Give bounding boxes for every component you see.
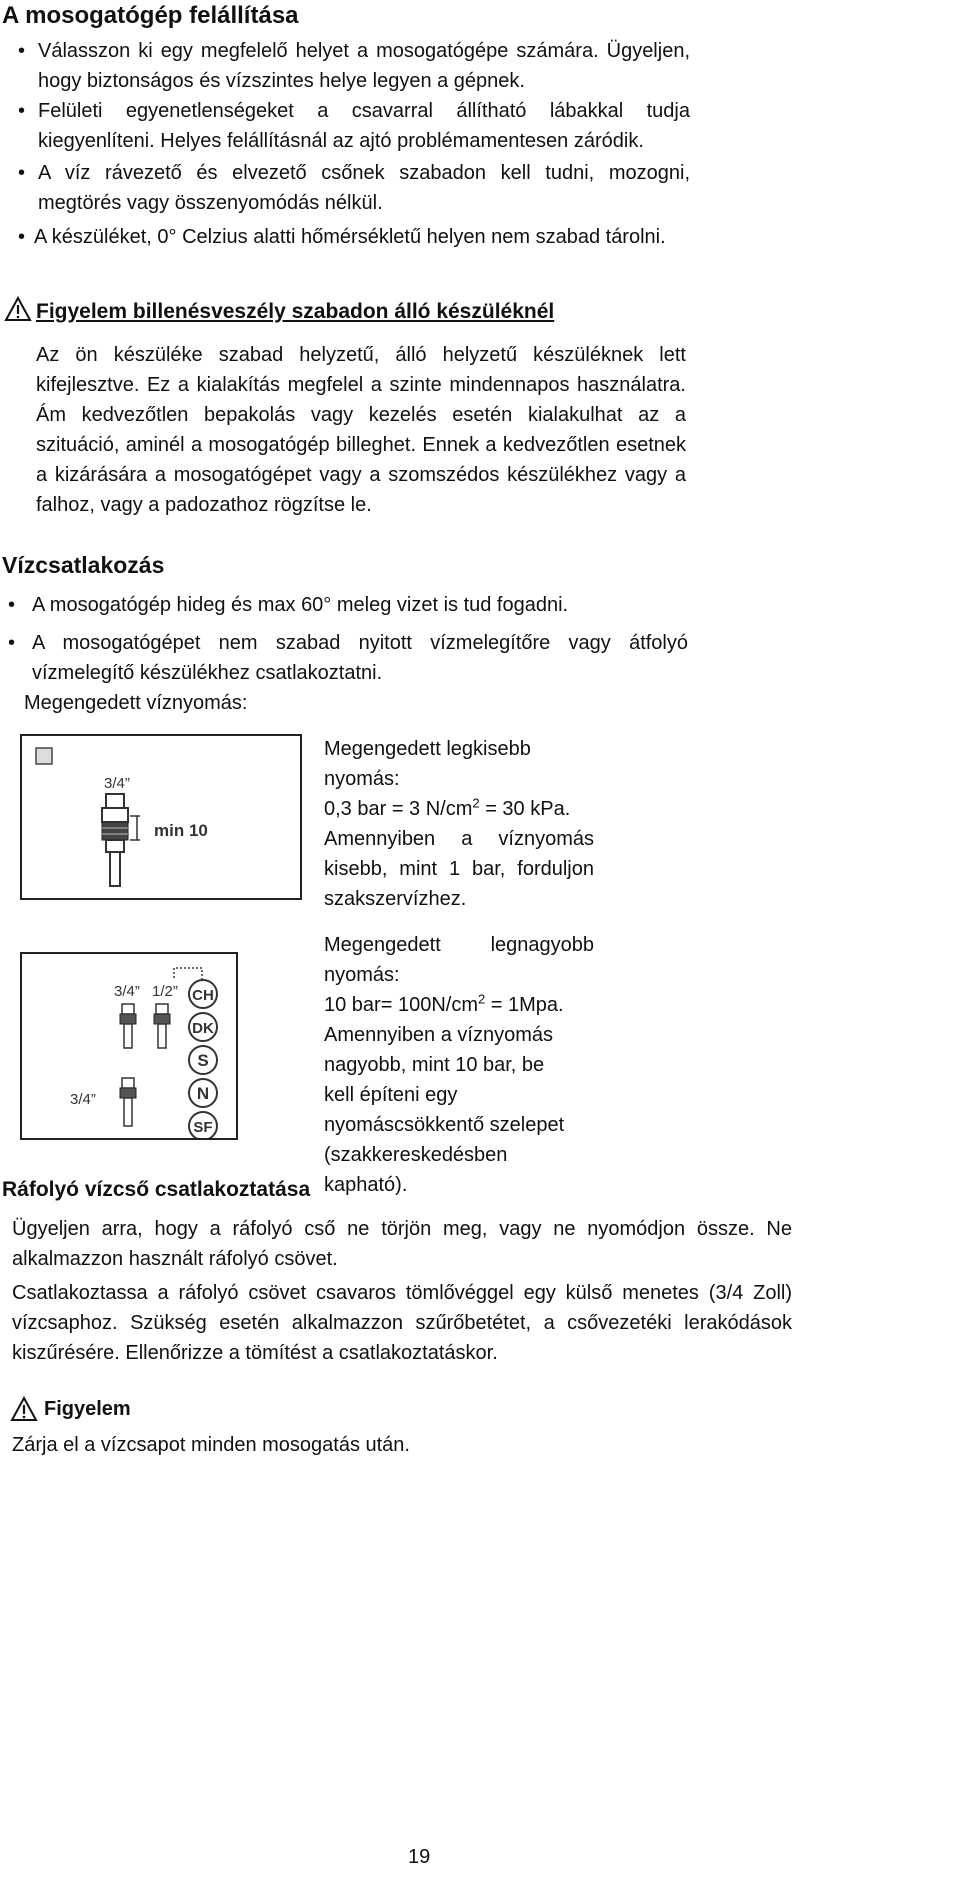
fig2-label-b: 1/2” (152, 983, 178, 1000)
country-code-label: CH (192, 987, 214, 1004)
fig1-thread-label: 3/4” (104, 775, 130, 792)
max-pressure-text: Megengedett legnagyobb nyomás: 10 $bar= 100N/cm^2 = 1Mpa$. Amennyiben a víznyomás nagyobb, mint 10 bar, be kell építeni egy nyomáscsökkentő szelepet (szakkereskedésben kapható). (324, 934, 594, 1196)
country-code-label: S (197, 1051, 209, 1070)
setup-bullet-2: • Felületi egyenetlenségeket a csavarral állítható lábakkal tudja kiegyenlíteni. Helyes felállításnál az ajtó problémamentesen záródik. (18, 100, 690, 152)
hose-paragraph-2: Csatlakoztassa a ráfolyó csövet csavaros tömlővéggel egy külső menetes (3/4 Zoll) vízcsaphoz. Szükség esetén alkalmazzon szűrőbetétet, a csővezetéki lerakódások kiszűrésére. Ellenőrizze a tömítést a csatlakoztatáskor. (12, 1282, 792, 1364)
country-code-label: N (196, 1084, 210, 1103)
min-pressure-figure (20, 734, 302, 900)
tip-warning-body: Az ön készüléke szabad helyzetű, álló helyzetű készüléknek lett kifejlesztve. Ez a kialakítás megfelel a szinte mindennapos használatra. Ám kedvezőtlen bepakolás vagy kezelés esetén kialakulhat az a szituáció, aminél a mosogatógép billeghet. Ennek a kedvezőtlen esetnek a kizárására a mosogatógépet vagy a szomszédos készülékhez vagy a falhoz, vagy a padozathoz rögzítse le. (36, 344, 686, 516)
setup-bullet-1: • Válasszon ki egy megfelelő helyet a mosogatógépe számára. Ügyeljen, hogy biztonságos és vízszintes helye legyen a gépnek. (18, 40, 690, 92)
warning-triangle-icon (10, 1396, 38, 1427)
final-warning-heading: Figyelem (44, 1398, 131, 1420)
setup-bullet-4: • A készüléket, 0° Celzius alatti hőmérsékletű helyen nem szabad tárolni. (18, 226, 666, 248)
country-code-label: SF (193, 1119, 213, 1136)
country-code-label: DK (192, 1020, 214, 1037)
section-title-hose: Ráfolyó vízcső csatlakoztatása (2, 1178, 311, 1201)
tip-warning-heading: Figyelem billenésveszély szabadon álló készüléknél (36, 300, 555, 323)
fig2-label-a: 3/4” (114, 983, 140, 1000)
water-bullet-2: • A mosogatógépet nem szabad nyitott vízmelegítőre vagy átfolyó vízmelegítő készülékhez csatlakoztatni. (8, 632, 688, 684)
min-pressure-text: Megengedett legkisebb nyomás: 0,3 bar = 3 $N/cm^2 = 30$ kPa. Amennyiben a víznyomás kisebb, mint 1 bar, forduljon szakszervízhez. (324, 738, 594, 910)
fig1-min-label: min 10 (154, 821, 208, 840)
final-warning-text: Zárja el a vízcsapot minden mosogatás után. (12, 1434, 410, 1456)
fig2-label-c: 3/4” (70, 1091, 96, 1108)
water-bullet-1: • A mosogatógép hideg és max 60° meleg vizet is tud fogadni. (8, 594, 569, 616)
pressure-label: Megengedett víznyomás: (24, 692, 248, 714)
section-title-setup: A mosogatógép felállítása (2, 2, 299, 29)
setup-bullet-3: • A víz rávezető és elvezető csőnek szabadon kell tudni, mozogni, megtörés vagy összenyomódás nélkül. (18, 162, 690, 214)
hose-paragraph-1: Ügyeljen arra, hogy a ráfolyó cső ne törjön meg, vagy ne nyomódjon össze. Ne alkalmazzon használt ráfolyó csövet. (12, 1218, 792, 1270)
max-pressure-figure (20, 952, 238, 1140)
page-number: 19 (408, 1846, 431, 1868)
warning-triangle-icon (4, 296, 32, 327)
section-title-water: Vízcsatlakozás (2, 552, 165, 578)
